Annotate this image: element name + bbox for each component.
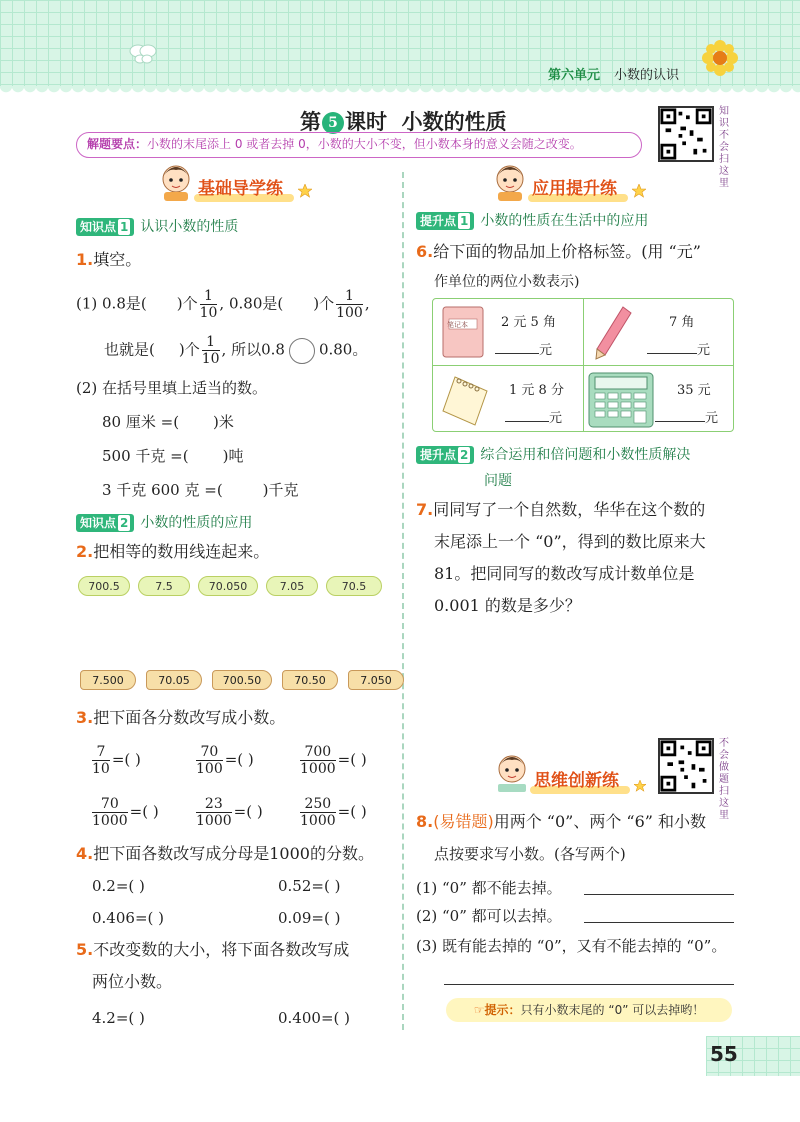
star-icon [298, 184, 312, 198]
top-sign[interactable]: 7.5 [138, 576, 190, 596]
q8-c: (3) 既有能去掉的 “0”，又有不能去掉的 “0”。 [416, 937, 727, 955]
qr-side-text: 知识不会扫这里 [719, 106, 729, 189]
fraction: $\frac{1}{10}$ [201, 334, 220, 367]
q1-part-2-c: 3 千克 600 克 =( )千克 [102, 481, 299, 499]
page-number: 55 [710, 1042, 738, 1066]
q8-a: (1) “0” 都不能去掉。 [416, 879, 562, 897]
section-title: 应用提升练 [532, 179, 617, 199]
sp-label: 综合运用和倍问题和小数性质解决 [480, 447, 691, 463]
item-price: 1 元 8 分 [509, 383, 564, 398]
q3-item: $\frac{700}{1000}$ =( ) [300, 744, 367, 777]
lesson-prefix: 第 [300, 109, 321, 134]
top-sign[interactable]: 7.05 [266, 576, 318, 596]
item-price: 2 元 5 角 [501, 315, 556, 330]
item-price: 7 角 [669, 315, 695, 330]
hint-icon: ☞ [473, 1003, 485, 1017]
question-1-title: 1.填空。 [76, 250, 142, 269]
q5-a: 4.2=( ) [92, 1009, 145, 1027]
section-banner-applied [492, 170, 672, 202]
q1-line-2: 也就是( )个 $\frac{1}{10}$ , 所以0.8 0.80。 [104, 334, 368, 367]
knowledge-point-2 [76, 512, 252, 532]
item-price: 35 元 [677, 383, 711, 398]
pencil-icon [593, 305, 633, 361]
q3-item: $\frac{7}{10}$ =( ) [92, 744, 141, 777]
sp-tag: 提升点 2 [416, 446, 474, 464]
hint-text: 只有小数末尾的 “0” 可以去掉哟！ [520, 1003, 705, 1017]
q1-part-2-b: 500 千克 =( )吨 [102, 447, 244, 465]
header-band [0, 0, 800, 86]
sp-tag: 提升点 1 [416, 212, 474, 230]
qr-side-text: 不会做题扫这里 [719, 738, 729, 821]
q1-part-2-a: 80 厘米 =( )米 [102, 413, 234, 431]
price-answer[interactable]: 元 [505, 407, 562, 426]
price-answer[interactable]: 元 [495, 339, 552, 358]
kp-label: 小数的性质的应用 [140, 515, 253, 531]
qr-code-icon[interactable] [658, 106, 714, 162]
price-answer[interactable]: 元 [655, 407, 718, 426]
q5-b: 0.400=( ) [278, 1009, 350, 1027]
question-8-title-2: 点按要求写小数。(各写两个) [434, 845, 626, 863]
top-number-signs [78, 576, 382, 596]
lesson-suffix: 课时 [345, 109, 387, 134]
q8-b: (2) “0” 都可以去掉。 [416, 907, 562, 925]
improve-point-2-cont: 问题 [484, 473, 512, 489]
star-icon [634, 780, 646, 792]
tip-box [76, 132, 642, 158]
notebook-label: 笔记本 [447, 321, 468, 329]
bottom-sign[interactable]: 7.500 [80, 670, 136, 690]
bottom-number-signs [80, 670, 404, 690]
compare-circle-blank[interactable] [289, 338, 315, 364]
hint-label: 提示： [484, 1003, 521, 1017]
question-3-title: 3.把下面各分数改写成小数。 [76, 708, 286, 727]
q4-b: 0.52=( ) [278, 877, 341, 895]
q1-line-1: (1) 0.8是( )个 $\frac{1}{10}$ , 0.80是( )个 $\frac{1}{100}$ , [76, 288, 370, 321]
price-answer[interactable]: 元 [647, 339, 710, 358]
question-7-line-1: 7.同同写了一个自然数，华华在这个数的 [416, 500, 706, 519]
improve-point-2 [416, 444, 690, 464]
q3-item: $\frac{70}{1000}$ =( ) [92, 796, 159, 829]
q4-a: 0.2=( ) [92, 877, 145, 895]
q8-c-answer-line[interactable] [444, 984, 734, 985]
bottom-sign[interactable]: 7.050 [348, 670, 404, 690]
tip-label: 解题要点： [87, 137, 148, 151]
unit-label: 第六单元 [548, 68, 601, 83]
question-6-title-2: 作单位的两位小数表示) [434, 274, 580, 290]
kp-tag: 知识点 2 [76, 514, 134, 532]
question-4-title: 4.把下面各数改写成分母是1000的分数。 [76, 844, 374, 863]
top-sign[interactable]: 700.5 [78, 576, 130, 596]
question-5-title: 5.不改变数的大小，将下面各数改写成 [76, 940, 350, 959]
question-8-title: 8.(易错题)用两个 “0”、两个 “6” 和小数 [416, 812, 707, 831]
header-scallop [0, 86, 800, 98]
question-7-line-3: 81。把同同写的数改写成计数单位是 [434, 564, 695, 583]
q3-item: $\frac{70}{100}$ =( ) [196, 744, 254, 777]
tip-text: 小数的末尾添上 0 或者去掉 0，小数的大小不变，但小数本身的意义会随之改变。 [147, 137, 582, 151]
q1-part-2-title: (2) 在括号里填上适当的数。 [76, 379, 268, 397]
star-icon [632, 184, 646, 198]
calculator-icon [587, 371, 655, 429]
butterfly-icon [128, 42, 158, 64]
knowledge-point-1 [76, 216, 238, 236]
error-prone-tag: (易错题) [433, 812, 494, 831]
question-2-title: 2.把相等的数用线连起来。 [76, 542, 270, 561]
q8-b-answer-line[interactable] [584, 922, 734, 923]
unit-title: 小数的认识 [614, 68, 680, 83]
q3-item: $\frac{23}{1000}$ =( ) [196, 796, 263, 829]
fraction: $\frac{1}{10}$ [199, 288, 218, 321]
student-mascot-icon [494, 754, 530, 794]
q8-a-answer-line[interactable] [584, 894, 734, 895]
student-mascot-icon [158, 164, 194, 202]
fraction: $\frac{1}{100}$ [336, 288, 363, 321]
question-5-title-2: 两位小数。 [92, 972, 173, 991]
question-6-title: 6.给下面的物品加上价格标签。(用 “元” [416, 242, 701, 261]
student-mascot-icon [492, 164, 528, 202]
top-sign[interactable]: 70.5 [326, 576, 382, 596]
notebook-icon [441, 305, 485, 359]
column-divider [402, 172, 404, 1030]
q4-d: 0.09=( ) [278, 909, 341, 927]
section-banner-thinking [494, 762, 654, 794]
section-banner-basic [158, 170, 338, 202]
flower-icon [702, 40, 738, 76]
improve-point-1 [416, 210, 648, 230]
qr-code-icon[interactable] [658, 738, 714, 794]
bottom-sign[interactable]: 70.50 [282, 670, 338, 690]
price-grid [432, 298, 734, 432]
question-7-line-2: 末尾添上一个 “0”，得到的数比原来大 [434, 532, 706, 551]
kp-tag: 知识点 1 [76, 218, 134, 236]
lesson-number: 5 [322, 112, 344, 134]
hint-box [446, 998, 732, 1022]
question-7-line-4: 0.001 的数是多少？ [434, 596, 581, 615]
bottom-sign[interactable]: 700.50 [212, 670, 272, 690]
notepad-icon [441, 373, 489, 427]
grid-divider [433, 365, 733, 366]
q4-c: 0.406=( ) [92, 909, 164, 927]
bottom-sign[interactable]: 70.05 [146, 670, 202, 690]
sp-label: 小数的性质在生活中的应用 [480, 213, 649, 229]
kp-label: 认识小数的性质 [140, 219, 239, 235]
top-sign[interactable]: 70.050 [198, 576, 258, 596]
lesson-name: 小数的性质 [401, 109, 507, 134]
section-title: 思维创新练 [534, 771, 619, 791]
q3-item: $\frac{250}{1000}$ =( ) [300, 796, 367, 829]
section-title: 基础导学练 [198, 179, 283, 199]
